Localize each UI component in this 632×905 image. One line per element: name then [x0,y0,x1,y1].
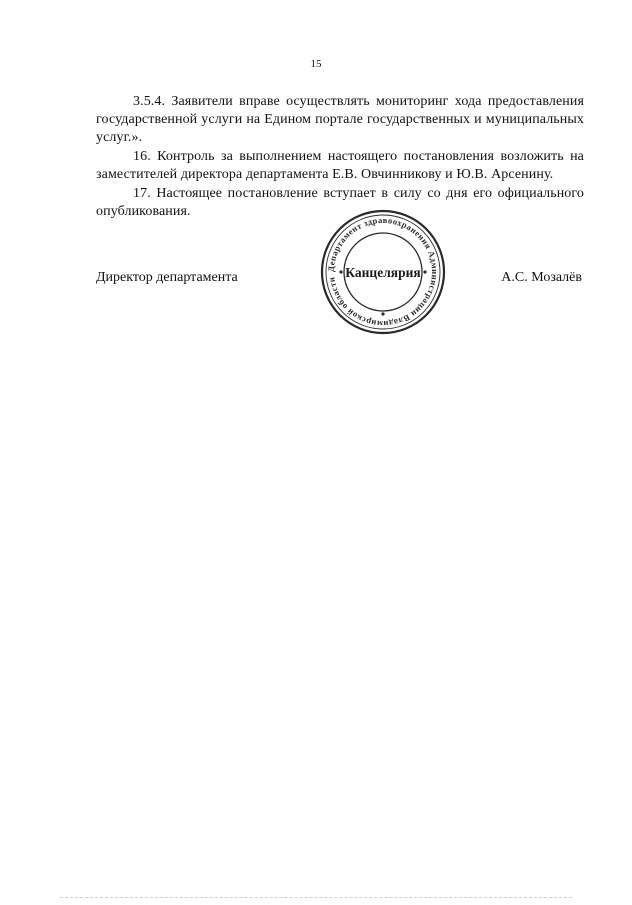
seal-center-text: Канцелярия [345,265,421,280]
signature-position: Директор департамента [96,270,238,285]
paragraph-17: 17. Настоящее постановление вступает в силу со дня его официального опубликования. [96,186,584,219]
paragraph-16: 16. Контроль за выполнением настоящего постановления возложить на заместителей директора департамента Е.В. Овчинникову и Ю.В. Арсенину. [96,149,584,182]
signature-name: А.С. Мозалёв [501,270,582,285]
seal-stamp-graphic [318,207,448,337]
page-number: 15 [310,58,322,70]
official-seal [318,207,448,337]
bottom-scan-edge [60,897,572,898]
seal-ring-text: Департамент здравоохранения Администрации Владимирской области [325,214,441,330]
paragraph-3-5-4: 3.5.4. Заявители вправе осуществлять мониторинг хода предоставления государственной услуги на Едином портале государственных и муниципальных услуг.». [96,94,584,145]
